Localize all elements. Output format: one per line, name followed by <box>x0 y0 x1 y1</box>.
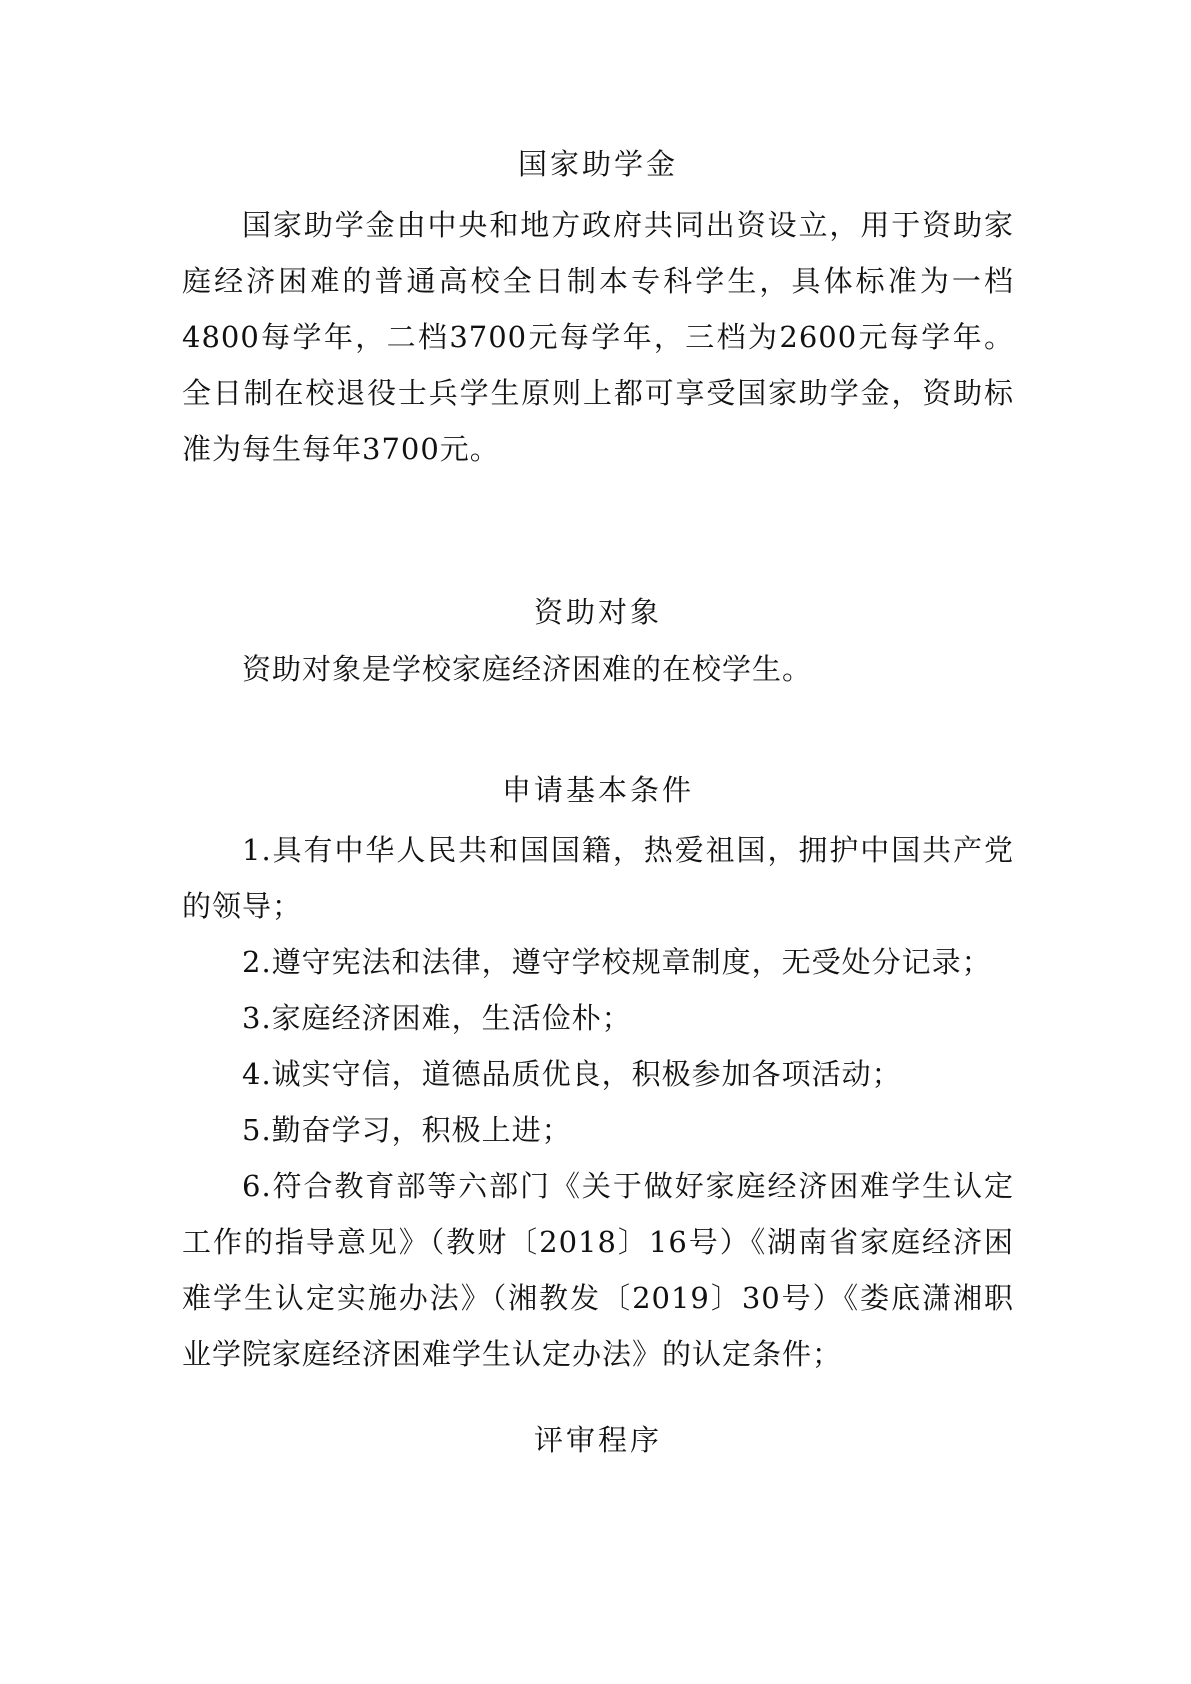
target-paragraph: 资助对象是学校家庭经济困难的在校学生。 <box>242 652 813 686</box>
conditions-list <box>182 822 1014 1382</box>
review-heading: 评审程序 <box>533 1423 662 1457</box>
condition-item-3: 3.家庭经济困难，生活俭朴； <box>242 1001 632 1035</box>
grant-paragraph: 国家助学金由中央和地方政府共同出资设立，用于资助家庭经济困难的普通高校全日制本专科学生，具体标准为一档4800每学年，二档3700元每学年，三档为2600元每学年。全日制在校退役士兵学生原则上都可享受国家助学金，资助标准为每生每年3700元。 <box>182 208 1014 466</box>
condition-item-5: 5.勤奋学习，积极上进； <box>242 1113 572 1147</box>
condition-item-1: 1.具有中华人民共和国国籍，热爱祖国，拥护中国共产党的领导； <box>182 833 1014 923</box>
condition-item-2: 2.遵守宪法和法律，遵守学校规章制度，无受处分记录； <box>242 945 992 979</box>
target-heading: 资助对象 <box>533 595 662 629</box>
condition-item-4: 4.诚实守信，道德品质优良，积极参加各项活动； <box>242 1057 902 1091</box>
conditions-heading: 申请基本条件 <box>501 773 694 807</box>
condition-item-6: 6.符合教育部等六部门《关于做好家庭经济困难学生认定工作的指导意见》（教财〔2018〕16号）《湖南省家庭经济困难学生认定实施办法》（湘教发〔2019〕30号）《娄底潇湘职业学院家庭经济困难学生认定办法》的认定条件； <box>182 1169 1014 1371</box>
grant-heading: 国家助学金 <box>517 147 678 181</box>
